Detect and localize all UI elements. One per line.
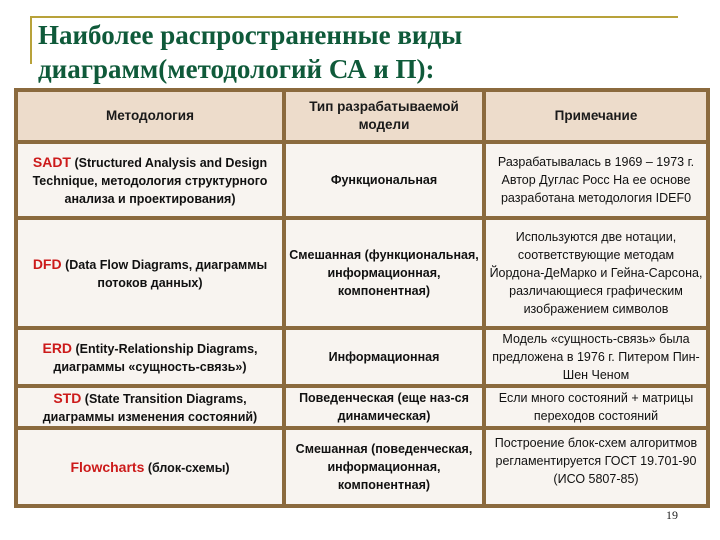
table-header-row [16,90,708,142]
table-row [16,142,708,218]
note-cell: Модель «сущность-связь» была предложена в 1976 г. Питером Пин-Шен Ченом [484,328,708,386]
model-type-cell: Информационная [284,328,484,386]
table-row [16,386,708,428]
note-cell: Используются две нотации, соответствующие методам Йордона-ДеМарко и Гейна-Сарсона, различающиеся графическим изображением символов [484,218,708,328]
model-type-cell: Поведенческая (еще наз-ся динамическая) [284,386,484,428]
methodology-desc: (Data Flow Diagrams, диаграммы потоков данных) [61,257,268,290]
note-cell: Построение блок-схем алгоритмов регламентируется ГОСТ 19.701-90 (ИСО 5807-85) [484,428,708,506]
header-note: Примечание [484,90,708,142]
header-methodology: Методология [16,90,284,142]
note-cell: Если много состояний + матрицы переходов состояний [484,386,708,428]
model-type-cell: Смешанная (поведенческая, информационная, компонентная) [284,428,484,506]
note-cell: Разрабатывалась в 1969 – 1973 г. Автор Дуглас Росс На ее основе разработана методология IDEF0 [484,142,708,218]
title-accent-line-left [30,16,32,64]
page-number: 19 [666,508,678,522]
methodology-cell [16,142,284,218]
methodology-desc: (Structured Analysis and Design Technique, методология структурного анализа и проектирования) [32,155,268,206]
methodology-cell [16,218,284,328]
methodology-desc: (State Transition Diagrams, диаграммы изменения состояний) [42,391,258,424]
table-row [16,328,708,386]
table-row [16,218,708,328]
model-type-cell: Функциональная [284,142,484,218]
methodology-desc: (Entity-Relationship Diagrams, диаграммы «сущность-связь») [53,341,258,374]
methodology-abbr: Flowcharts [70,458,145,475]
methodology-abbr: ERD [42,339,73,356]
methodology-cell [16,386,284,428]
model-type-cell: Смешанная (функциональная, информационная, компонентная) [284,218,484,328]
methodologies-table [14,88,710,508]
methodology-abbr: SADT [32,153,71,170]
slide-title: Наиболее распространенные виды диаграмм(методологий СА и П): [38,20,463,84]
methodology-abbr: DFD [32,255,62,272]
methodology-desc: (блок-схемы) [144,460,230,475]
header-model-type: Тип разрабатываемой модели [284,90,484,142]
table-row [16,428,708,506]
methodology-cell [16,328,284,386]
methodology-cell [16,428,284,506]
methodology-abbr: STD [53,389,82,406]
